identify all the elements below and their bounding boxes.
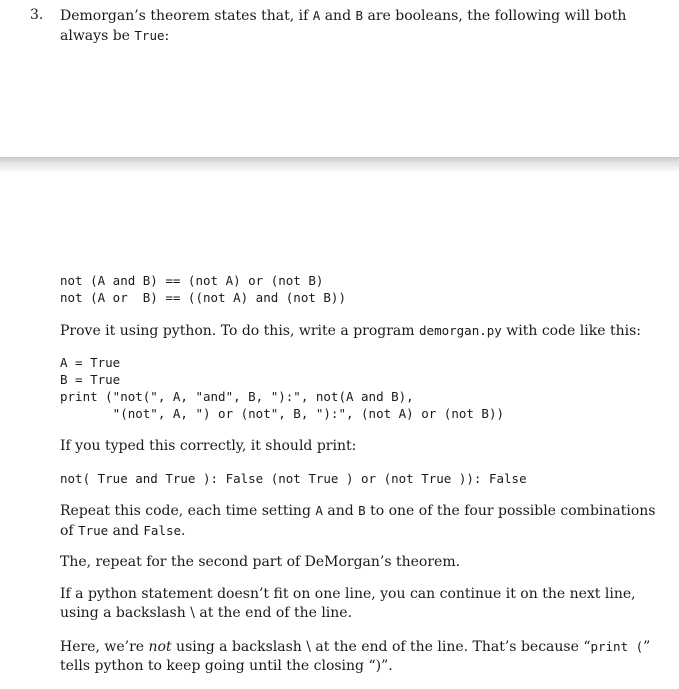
code-line: print ("not(", A, "and", B, "):", not(A and B),: [60, 389, 414, 404]
prove-paragraph: Prove it using python. To do this, write a program demorgan.py with code like this:: [60, 323, 641, 339]
code-line: "(not", A, ") or (not", B, "):", (not A) or (not B)): [60, 406, 505, 421]
question-intro: Demorgan’s theorem states that, if A and B are booleans, the following will both always be True:: [60, 8, 627, 44]
repeat-paragraph: Repeat this code, each time setting A and B to one of the four possible combinations of True and False.: [60, 503, 656, 539]
program-code-block: [60, 354, 504, 422]
expected-output: not( True and True ): False (not True ) or (not True )): False: [60, 471, 527, 486]
theorem-line: not (A and B) == (not A) or (not B): [60, 273, 324, 288]
question-number: 3.: [30, 7, 44, 23]
theorem-line: not (A or B) == ((not A) and (not B)): [60, 290, 346, 305]
theorem-code-block: [60, 272, 346, 306]
no-backslash-paragraph: Here, we’re not using a backslash \ at the end of the line. That’s because “print (” tells python to keep going until the closing “)”.: [60, 639, 651, 674]
code-line: A = True: [60, 355, 121, 370]
typed-paragraph: If you typed this correctly, it should print:: [60, 438, 357, 454]
page-divider: [0, 157, 679, 171]
code-line: B = True: [60, 372, 121, 387]
second-part-paragraph: The, repeat for the second part of DeMorgan’s theorem.: [60, 554, 461, 570]
line-continuation-paragraph: If a python statement doesn’t fit on one line, you can continue it on the next line, using a backslash \ at the end of the line.: [60, 586, 636, 621]
